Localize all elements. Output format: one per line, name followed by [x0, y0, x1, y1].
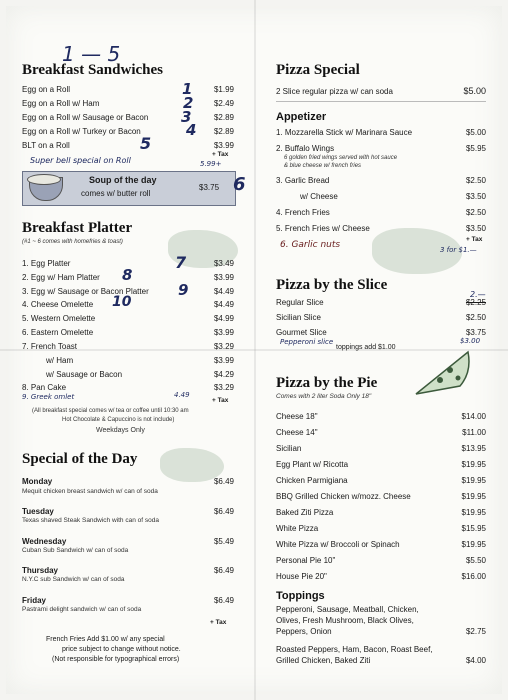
list-item: Egg on a Roll w/ Ham [22, 99, 100, 108]
item-price: $5.95 [465, 144, 486, 153]
item-price: $2.89 [213, 113, 234, 122]
soup-title: Soup of the day [89, 175, 157, 185]
list-item: 5. Western Omelette [22, 314, 96, 323]
item-price: $5.00 [463, 86, 486, 96]
handwritten-number: 2 [183, 94, 194, 112]
handwritten-price: 2.— [470, 290, 486, 299]
list-item: Chicken Parmigiana [276, 476, 348, 485]
handwritten-number: 3 [181, 108, 192, 126]
list-item: w/ Cheese [300, 192, 338, 201]
list-item: BBQ Grilled Chicken w/mozz. Cheese [276, 492, 411, 501]
item-price: $2.49 [213, 99, 234, 108]
item-price: $4.00 [465, 656, 486, 665]
item-price: $15.95 [461, 524, 486, 533]
handwritten-range: 1 — 5 [62, 42, 121, 66]
item-price: $3.99 [213, 141, 234, 150]
item-price: $19.95 [461, 492, 486, 501]
item-price: $2.50 [465, 176, 486, 185]
breakfast-platter-title: Breakfast Platter [22, 220, 133, 236]
pizza-special-item: 2 Slice regular pizza w/ can soda [276, 87, 393, 96]
special-of-the-day-title: Special of the Day [22, 451, 138, 467]
list-item: BLT on a Roll [22, 141, 70, 150]
item-price: $4.29 [213, 370, 234, 379]
item-price: $6.49 [213, 566, 234, 575]
breakfast-footnote: Hot Chocolate & Capuccino is not include) [62, 417, 175, 423]
list-item: 3. Egg w/ Sausage or Bacon Platter [22, 287, 149, 296]
special-desc: Pastrami delight sandwich w/ can of soda [22, 606, 142, 613]
handwritten-price: 4.49 [174, 391, 190, 399]
list-item: Gourmet Slice [276, 328, 327, 337]
item-price: $6.49 [213, 507, 234, 516]
list-item: 1. Mozzarella Stick w/ Marinara Sauce [276, 128, 413, 137]
list-item: 5. French Fries w/ Cheese [276, 224, 370, 233]
list-item: Baked Ziti Pizza [276, 508, 334, 517]
list-item: Cheese 14" [276, 428, 318, 437]
list-item: 1. Egg Platter [22, 259, 71, 268]
list-item: White Pizza w/ Broccoli or Spinach [276, 540, 400, 549]
soup-subtitle: comes w/ butter roll [81, 189, 151, 198]
item-price: $11.00 [462, 428, 486, 437]
pizza-by-slice-title: Pizza by the Slice [276, 277, 388, 293]
breakfast-footnote: (All breakfast special comes w/ tea or coffee until 10:30 am [32, 408, 189, 414]
toppings-title: Toppings [276, 590, 325, 602]
handwritten-special: Super bell special on Roll [30, 156, 131, 165]
item-price: $3.99 [213, 273, 234, 282]
list-item: Cheese 18" [276, 412, 318, 421]
special-desc: Cuban Sub Sandwich w/ can of soda [22, 547, 129, 554]
tax-note: + Tax [212, 151, 229, 158]
handwritten-item: Pepperoni slice [280, 338, 334, 346]
item-price: $2.89 [213, 127, 234, 136]
item-price: $3.75 [465, 328, 486, 337]
item-price: $2.25 [465, 298, 486, 307]
handwritten-number: 5 [140, 134, 152, 153]
item-price: $4.49 [213, 287, 234, 296]
list-item: w/ Ham [46, 356, 74, 365]
item-price: $2.50 [465, 313, 486, 322]
pizza-by-pie-title: Pizza by the Pie [276, 375, 378, 391]
toppings-line: Grilled Chicken, Baked Ziti [276, 656, 371, 665]
item-price: $19.95 [461, 540, 486, 549]
list-item: 2. Egg w/ Ham Platter [22, 273, 100, 282]
special-desc: N.Y.C sub Sandwich w/ can of soda [22, 576, 125, 583]
item-price: $5.50 [465, 556, 486, 565]
list-item: Egg on a Roll [22, 85, 71, 94]
wings-note: 6 golden fried wings served with hot sauce [284, 155, 398, 161]
handwritten-item: 6. Garlic nuts [280, 240, 341, 250]
item-price: $2.75 [465, 627, 486, 636]
special-day: Wednesday [22, 537, 67, 546]
item-price: $3.29 [213, 342, 234, 351]
list-item: 3. Garlic Bread [276, 176, 330, 185]
tax-note: + Tax [466, 236, 483, 243]
soup-bowl-rim [27, 174, 61, 185]
list-item: Sicilian Slice [276, 313, 321, 322]
list-item: 7. French Toast [22, 342, 77, 351]
item-price: $6.49 [213, 477, 234, 486]
special-desc: Mequit chicken breast sandwich w/ can of soda [22, 488, 158, 495]
list-item: Regular Slice [276, 298, 324, 307]
item-price: $5.00 [465, 128, 486, 137]
toppings-note: toppings add $1.00 [336, 344, 396, 351]
handwritten-price: 3 for $1.— [440, 246, 477, 254]
pizza-slice-icon [410, 346, 474, 402]
handwritten-number: 6 [233, 174, 246, 195]
item-price: $19.95 [461, 460, 486, 469]
special-day: Monday [22, 477, 53, 486]
item-price: $2.50 [465, 208, 486, 217]
tax-note: + Tax [212, 397, 229, 404]
list-item: White Pizza [276, 524, 319, 533]
list-item: w/ Sausage or Bacon [46, 370, 123, 379]
item-price: $3.49 [213, 259, 234, 268]
breakfast-footnote: Weekdays Only [96, 427, 145, 434]
special-desc: Texas shaved Steak Sandwich with can of soda [22, 517, 159, 524]
toppings-line: Olives, Fresh Mushroom, Black Olives, [276, 616, 414, 625]
handwritten-number: 7 [175, 253, 187, 272]
item-price: $19.95 [461, 476, 486, 485]
handwritten-item: 9. Greek omlet [22, 393, 75, 401]
special-day: Tuesday [22, 507, 54, 516]
handwritten-price: 5.99+ [200, 160, 222, 168]
wings-note: & blue cheese w/ french fries [284, 163, 362, 169]
handwritten-number: 9 [178, 281, 189, 299]
appetizer-title: Appetizer [276, 111, 327, 123]
item-price: $3.99 [213, 328, 234, 337]
handwritten-number: 10 [112, 294, 132, 310]
list-item: 2. Buffalo Wings [276, 144, 335, 153]
special-footer: French Fries Add $1.00 w/ any special [46, 636, 165, 643]
special-footer: price subject to change without notice. [62, 646, 181, 653]
toppings-line: Pepperoni, Sausage, Meatball, Chicken, [276, 605, 419, 614]
list-item: Egg Plant w/ Ricotta [276, 460, 349, 469]
list-item: 4. French Fries [276, 208, 330, 217]
item-price: $1.99 [213, 85, 234, 94]
list-item: 8. Pan Cake [22, 383, 67, 392]
special-day: Friday [22, 596, 47, 605]
list-item: 6. Eastern Omelette [22, 328, 94, 337]
list-item: Egg on a Roll w/ Sausage or Bacon [22, 113, 149, 122]
item-price: $5.49 [213, 537, 234, 546]
item-price: $3.50 [465, 192, 486, 201]
special-footer: (Not responsible for typographical errors) [52, 656, 180, 663]
soup-price: $3.75 [199, 183, 220, 192]
item-price: $13.95 [461, 444, 486, 453]
item-price: $6.49 [213, 596, 234, 605]
toppings-line: Peppers, Onion [276, 627, 332, 636]
list-item: Egg on a Roll w/ Turkey or Bacon [22, 127, 141, 136]
item-price: $4.49 [213, 300, 234, 309]
pizza-pie-subtitle: Comes with 2 liter Soda Only 18" [276, 393, 372, 400]
item-price: $14.00 [461, 412, 486, 421]
item-price: $3.50 [465, 224, 486, 233]
list-item: Personal Pie 10" [276, 556, 336, 565]
list-item: Sicilian [276, 444, 302, 453]
soup-of-the-day-box [22, 171, 236, 206]
handwritten-number: 1 [182, 80, 193, 98]
pizza-special-title: Pizza Special [276, 62, 360, 78]
breakfast-sandwiches-title: Breakfast Sandwiches [22, 62, 163, 78]
item-price: $4.99 [213, 314, 234, 323]
list-item: 4. Cheese Omelette [22, 300, 94, 309]
divider [276, 101, 486, 102]
list-item: House Pie 20" [276, 572, 327, 581]
handwritten-number: 4 [186, 121, 197, 139]
item-price: $3.29 [213, 383, 234, 392]
toppings-line: Roasted Peppers, Ham, Bacon, Roast Beef, [276, 645, 433, 654]
item-price: $3.99 [213, 356, 234, 365]
handwritten-price: $3.00 [460, 337, 481, 345]
item-price: $16.00 [461, 572, 486, 581]
item-price: $19.95 [461, 508, 486, 517]
special-day: Thursday [22, 566, 59, 575]
handwritten-number: 8 [122, 266, 133, 284]
breakfast-platter-note: (#1 ~ 6 comes with homefries & toast) [22, 239, 123, 245]
tax-note: + Tax [210, 619, 227, 626]
